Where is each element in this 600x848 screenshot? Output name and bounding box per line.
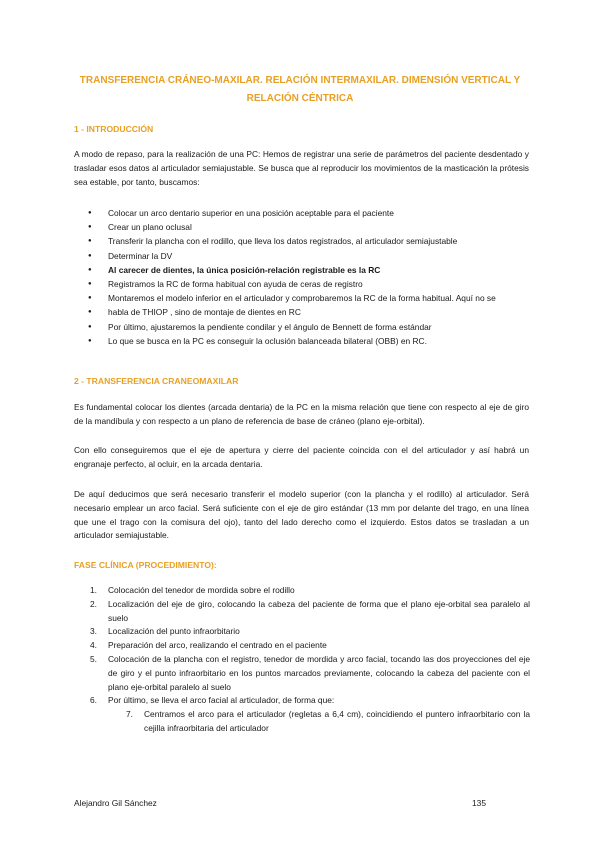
- list-item: ● habla de THIOP , sino de montaje de dientes en RC: [74, 305, 534, 319]
- step-number: 4.: [90, 640, 97, 651]
- step-text: Localización del punto infraorbitario: [108, 626, 240, 637]
- step-text: Colocación de la plancha con el registro, tenedor de mordida y arco facial, tocando las dos proyecciones del eje de giro y el punto infraorbitario en los puntos marcados previamente, colocando la cabeza del paciente con el plano eje-orbital paralelo al suelo: [108, 653, 530, 692]
- section-heading-transferencia: 2 - TRANSFERENCIA CRANEOMAXILAR: [74, 376, 239, 386]
- step-text: Por último, se lleva el arco facial al articulador, de forma que:: [108, 695, 335, 706]
- page-number: 135: [472, 798, 486, 808]
- document-title: TRANSFERENCIA CRÁNEO-MAXILAR. RELACIÓN INTERMAXILAR. DIMENSIÓN VERTICAL Y RELACIÓN CÉNTRICA: [79, 75, 521, 104]
- list-item: ● Crear un plano oclusal: [74, 220, 534, 234]
- paragraph-3: De aquí deducimos que será necesario transferir el modelo superior (con la plancha y el rodillo) al articulador. Será necesario emplear un arco facial. Será suficiente con el eje de giro estándar (13 mm por delante del trago, en una línea que une el trago con la comisura del ojo), tanto del lado derecho como el izquierdo. Estos datos se trasladan a un articulador semiajustable.: [74, 489, 529, 541]
- list-item: ● Determinar la DV: [74, 249, 534, 263]
- list-item: [74, 639, 530, 653]
- list-item: [74, 584, 530, 598]
- list-item: [74, 694, 530, 708]
- paragraph-1: Es fundamental colocar los dientes (arcada dentaria) de la PC en la misma relación que tiene con respecto al eje de giro de la mandíbula y con respecto a un plano de referencia de base de cráneo (plano eje-orbital).: [74, 402, 529, 426]
- intro-paragraph: A modo de repaso, para la realización de una PC: Hemos de registrar una serie de parámetros del paciente desdentado y trasladar esos datos al articulador semiajustable. Se busca que al reproducir los movimientos de la masticación la prótesis sea estable, por tanto, buscamos:: [74, 149, 529, 187]
- list-item: [74, 653, 530, 694]
- step-text: Localización del eje de giro, colocando la cabeza del paciente de forma que el plano eje-orbital sea paralelo al suelo: [108, 598, 530, 623]
- list-item: ● Transferir la plancha con el rodillo, que lleva los datos registrados, al articulador semiajustable: [74, 234, 534, 248]
- step-number: 2.: [90, 598, 97, 609]
- step-text: Colocación del tenedor de mordida sobre el rodillo: [108, 585, 295, 595]
- step-number: 7.: [126, 709, 133, 720]
- section-heading-introduccion: 1 - INTRODUCCIÓN: [74, 124, 154, 134]
- list-item: [74, 625, 530, 639]
- list-item: ● Al carecer de dientes, la única posición-relación registrable es la RC: [74, 263, 534, 277]
- paragraph-2: Con ello conseguiremos que el eje de apertura y cierre del paciente coincida con el del articulador y así habrá un engranaje perfecto, al ocluir, en la arcada dentaria.: [74, 445, 529, 469]
- step-text: Preparación del arco, realizando el centrado en el paciente: [108, 640, 327, 651]
- intro-bullet-list: [74, 206, 534, 348]
- procedure-steps: [74, 584, 530, 736]
- footer-author: Alejandro Gil Sánchez: [74, 798, 157, 808]
- step-number: 5.: [90, 653, 97, 664]
- step-number: 6.: [90, 695, 97, 706]
- list-item: [74, 708, 530, 736]
- step-number: 1.: [90, 585, 97, 595]
- list-item: ● Lo que se busca en la PC es conseguir la oclusión balanceada bilateral (OBB) en RC.: [74, 334, 534, 348]
- list-item: ● Montaremos el modelo inferior en el articulador y comprobaremos la RC de la forma habitual. Aquí no se: [74, 291, 534, 305]
- list-item: ● Colocar un arco dentario superior en una posición aceptable para el paciente: [74, 206, 534, 220]
- step-text: Centramos el arco para el articulador (regletas a 6,4 cm), coincidiendo el puntero infraorbitario con la cejilla infraorbitaria del articulador: [144, 709, 530, 733]
- fase-clinica-heading: FASE CLÍNICA (PROCEDIMIENTO):: [74, 560, 217, 570]
- list-item: [74, 598, 530, 626]
- list-item: ● Registramos la RC de forma habitual con ayuda de ceras de registro: [74, 277, 534, 291]
- step-number: 3.: [90, 626, 97, 637]
- list-item: ● Por último, ajustaremos la pendiente condilar y el ángulo de Bennett de forma estándar: [74, 320, 534, 334]
